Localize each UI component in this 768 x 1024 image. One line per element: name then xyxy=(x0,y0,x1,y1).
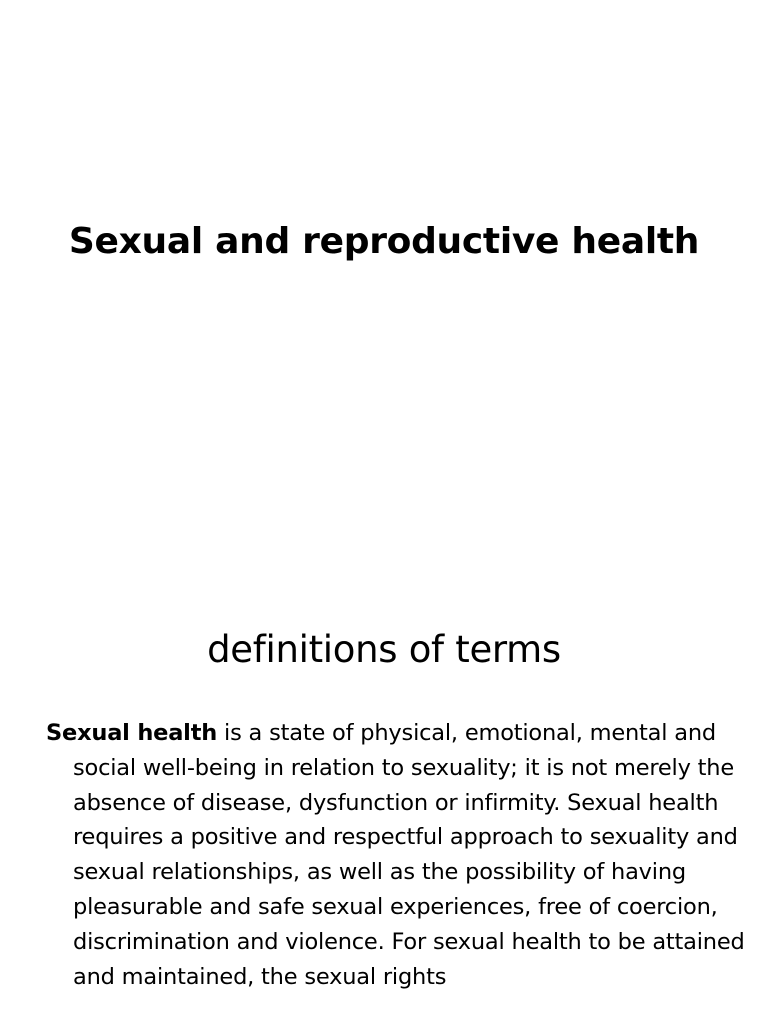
section-heading: definitions of terms xyxy=(207,628,561,671)
definition-text: is a state of physical, emotional, mental and social well-being in relation to sexuality; it is not merely the absence of disease, dysfunction or infirmity. Sexual health requires a positive and respectful approach to sexuality and sexual relationships, as well as the possibility of having pleasurable and safe sexual experiences, free of coercion, discrimination and violence. For sexual health to be attained and maintained, the sexual rights xyxy=(73,720,745,990)
definition-paragraph xyxy=(46,716,763,994)
definition-term: Sexual health xyxy=(46,720,218,746)
slide-title: Sexual and reproductive health xyxy=(68,221,700,262)
